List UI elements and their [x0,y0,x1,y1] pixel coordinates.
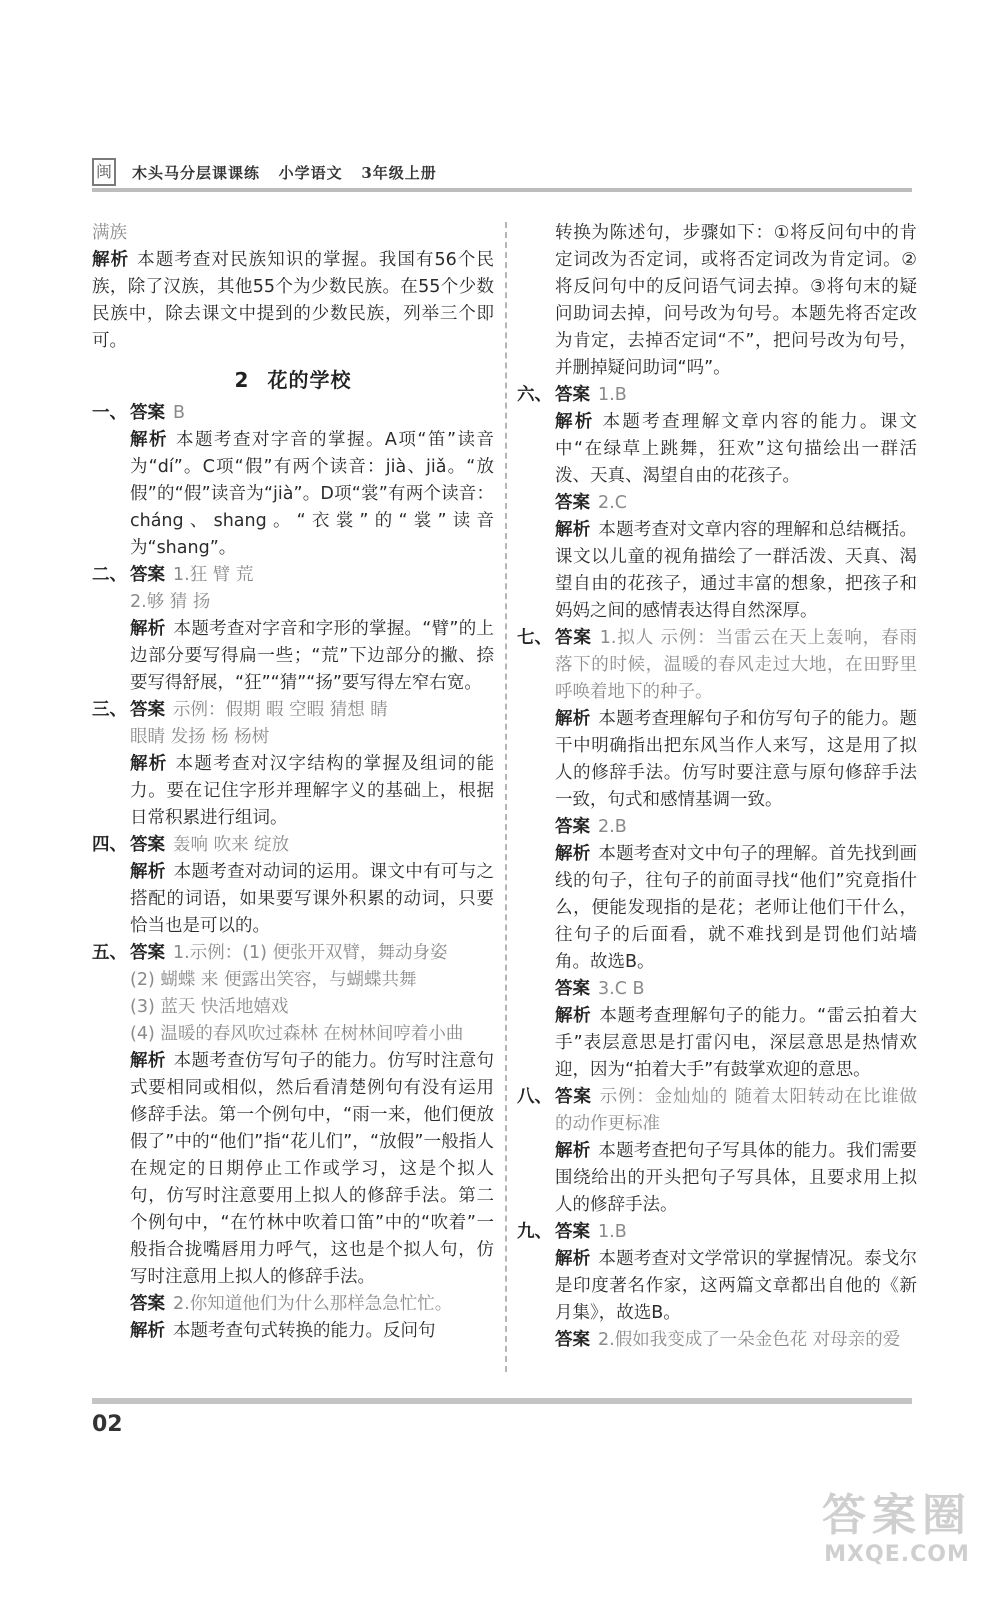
section-2-answer-2: 2.够 猜 扬 [130,592,211,612]
section-6-analysis-2: 解析 本题考查对文章内容的理解和总结概括。课文以儿童的视角描绘了一群活泼、天真、渴望自由的花孩子，通过丰富的想象，把孩子和妈妈之间的感情表达得自然深厚。 [555,520,917,621]
section-9-answer-1: 九、 答案 1.B [517,1222,627,1242]
intro-answer: 满族 [92,223,127,243]
fujian-badge-icon: 闽 [92,158,116,186]
section-6-answer-1: 六、 答案 1.B [517,385,627,405]
book-title: 木头马分层课课练 小学语文 3年级上册 [132,164,437,182]
continued-analysis: 转换为陈述句，步骤如下：①将反问句中的肯定词改为否定词，或将否定词改为肯定词。②将反问句中的反问语气词去掉。③将句末的疑问助词去掉，问号改为句号。本题先将否定改为肯定，去掉否定词“不”，把问号改为句号，并删掉疑问助词“吗”。 [555,223,917,378]
page-header [92,152,912,194]
section-1-answer: 一、 答案 B [92,403,186,423]
section-2-analysis: 解析 本题考查对字音和字形的掌握。“臂”的上边部分要写得扁一些；“荒”下边部分的撇、捺要写得舒展，“狂”“猜”“扬”要写得左窄右宽。 [130,619,495,693]
page-number: 02 [92,1412,123,1437]
section-3-answer: 三、 答案 示例：假期 暇 空暇 猜想 睛 [92,700,388,720]
section-5-answer-2: (2) 蝴蝶 来 便露出笑容，与蝴蝶共舞 [130,970,417,990]
watermark-logo-text: 答案圈 [822,1490,972,1541]
section-4-answer: 四、 答案 轰响 吹来 绽放 [92,835,290,855]
section-6-answer-2: 答案 2.C [555,493,627,513]
section-4-analysis: 解析 本题考查对动词的运用。课文中有可与之搭配的词语，如果要写课外积累的动词，只要恰当也是可以的。 [130,862,495,936]
section-9-answer-2: 答案 2.假如我变成了一朵金色花 对母亲的爱 [555,1330,901,1350]
section-7-analysis-3: 解析 本题考查理解句子的能力。“雷云拍着大手”表层意思是打雷闪电，深层意思是热情欢迎，因为“拍着大手”有鼓掌欢迎的意思。 [555,1006,917,1080]
watermark-url: MXQE.COM [824,1542,970,1567]
section-3-analysis: 解析 本题考查对汉字结构的掌握及组词的能力。要在记住字形并理解字义的基础上，根据日常积累进行组词。 [130,754,495,828]
section-5-answer-b: 答案 2.你知道他们为什么那样急急忙忙。 [130,1294,453,1314]
section-9-analysis-1: 解析 本题考查对文学常识的掌握情况。泰戈尔是印度著名作家，这两篇文章都出自他的《新月集》，故选B。 [555,1249,917,1323]
right-column [517,220,917,1354]
site-watermark [822,1490,972,1568]
section-5-answer-3: (3) 蓝天 快活地嬉戏 [130,997,289,1017]
section-7-answer-2: 答案 2.B [555,817,627,837]
section-7-answer-1: 七、 答案 1.拟人 示例：当雷云在天上轰响，春雨落下的时候，温暖的春风走过大地，在田野里呼唤着地下的种子。 [517,628,917,702]
section-7-analysis-2: 解析 本题考查对文中句子的理解。首先找到画线的句子，往句子的前面寻找“他们”究竟指什么，便能发现指的是花；老师让他们干什么，往句子的后面看，就不难找到是罚他们站墙角。故选B。 [555,844,917,972]
section-5-answer: 五、 答案 1.示例：(1) 便张开双臂，舞动身姿 [92,943,448,963]
section-1-analysis: 解析 本题考查对字音的掌握。A项“笛”读音为“dí”。C项“假”有两个读音：jià、jiǎ。“放假”的“假”读音为“jià”。D项“裳”有两个读音：cháng、shang。“衣裳”的“裳”读音为“shang”。 [130,430,495,558]
column-divider [505,222,507,1372]
footer-rule [92,1398,912,1404]
section-8-analysis: 解析 本题考查把句子写具体的能力。我们需要围绕给出的开头把句子写具体，且要求用上拟人的修辞手法。 [555,1141,917,1215]
section-2-answer: 二、 答案 1.狂 臂 荒 [92,565,254,585]
section-7-answer-3: 答案 3.C B [555,979,645,999]
intro-analysis: 解析 本题考查对民族知识的掌握。我国有56个民族，除了汉族，其他55个为少数民族。在55个少数民族中，除去课文中提到的少数民族，列举三个即可。 [92,250,494,351]
section-5-analysis-b: 解析 本题考查句式转换的能力。反问句 [130,1321,436,1341]
section-6-analysis-1: 解析 本题考查理解文章内容的能力。课文中“在绿草上跳舞，狂欢”这句描绘出一群活泼、天真、渴望自由的花孩子。 [555,412,918,486]
left-column [92,220,494,1345]
section-7-analysis-1: 解析 本题考查理解句子和仿写句子的能力。题干中明确指出把东风当作人来写，这是用了拟人的修辞手法。仿写时要注意与原句修辞手法一致，句式和感情基调一致。 [555,709,917,810]
header-rule [92,188,912,192]
section-8-answer: 八、 答案 示例：金灿灿的 随着太阳转动在比谁做的动作更标准 [517,1087,918,1134]
lesson-title: 2 花的学校 [234,368,352,392]
section-5-analysis: 解析 本题考查仿写句子的能力。仿写时注意句式要相同或相似，然后看清楚例句有没有运用修辞手法。第一个例句中，“雨一来，他们便放假了”中的“他们”指“花儿们”，“放假”一般指人在规定的日期停止工作或学习，这是个拟人句，仿写时注意要用上拟人的修辞手法。第二个例句中，“在竹林中吹着口笛”中的“吹着”一般指合拢嘴唇用力呼气，这也是个拟人句，仿写时注意用上拟人的修辞手法。 [130,1051,495,1287]
section-5-answer-4: (4) 温暖的春风吹过森林 在树林间哼着小曲 [130,1024,464,1044]
section-3-answer-2: 眼睛 发扬 杨 杨树 [130,727,270,747]
